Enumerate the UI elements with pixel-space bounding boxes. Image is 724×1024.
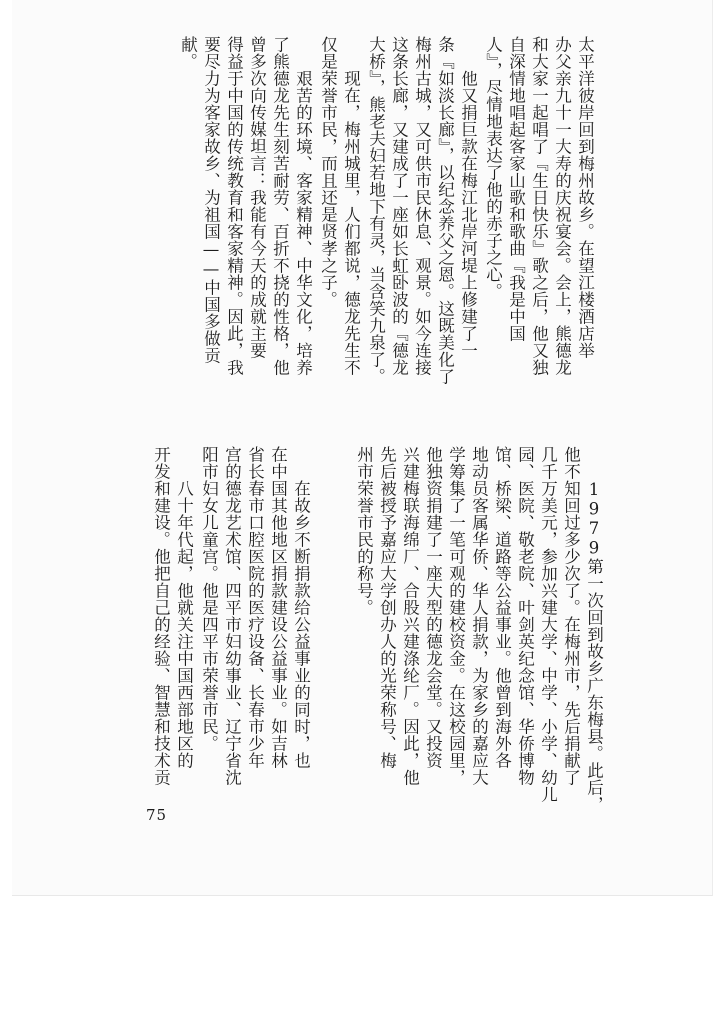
text-column: 他不知回过多少次了。在梅州市，先后捐献了 (561, 446, 581, 786)
text-column: 现在，梅州城里，人们都说，德龙先生不 (341, 70, 361, 376)
text-column: 这条长廊，又建成了一座如长虹卧波的『德龙 (389, 36, 409, 376)
text-column: 艰苦的环境、客家精神、中华文化，培养 (293, 70, 313, 376)
text-column: 几千万美元，参加兴建大学、中学、小学、幼儿 (538, 446, 558, 803)
text-column: 先后被授予嘉应大学创办人的光荣称号、梅 (377, 446, 397, 769)
text-column: 大桥』，熊老夫妇若地下有灵，当含笑九泉了。 (366, 36, 386, 385)
text-column: 仅是荣誉市民，而且还是贤孝之子。 (318, 36, 338, 308)
text-column: 他又捐巨款在梅江北岸河堤上修建了一 (458, 70, 478, 359)
text-column: 曾多次向传媒坦言：我能有今天的成就主要 (247, 36, 267, 359)
text-column: 得益于中国的传统教育和客家精神。因此，我 (224, 36, 244, 376)
text-column: 1979第一次回到故乡广东梅县。此后， (584, 480, 604, 813)
text-column: 和大家一起唱了『生日快乐』歌之后，他又独 (529, 36, 549, 376)
text-column: 宫的德龙艺术馆、四平市妇幼事业、辽宁省沈 (222, 446, 242, 786)
text-column: 省长春市口腔医院的医疗设备、长春市少年 (245, 446, 265, 769)
text-column: 要尽力为客家故乡、为祖国——中国多做贡 (201, 36, 221, 364)
text-column: 他独资捐建了一座大型的德龙会堂。又投资 (423, 446, 443, 769)
text-column: 了熊德龙先生刻苦耐劳、百折不挠的性格，他 (270, 36, 290, 376)
text-column: 园、医院、敬老院、叶剑英纪念馆、华侨博物 (515, 446, 535, 786)
text-column: 州市荣誉市民的称号。 (354, 446, 374, 616)
text-column: 人』，尽情地表达了他的赤子之心。 (483, 36, 503, 300)
page-number: 75 (146, 806, 168, 824)
text-column: 阳市妇女儿童宫。他是四平市荣誉市民。 (199, 446, 219, 752)
text-column: 自深情地唱起客家山歌和歌曲『我是中国 (506, 36, 526, 342)
text-column: 开发和建设。他把自己的经验、智慧和技术贡 (151, 446, 171, 786)
text-column: 献。 (178, 36, 198, 70)
text-column: 办父亲九十一大寿的庆祝宴会。会上，熊德龙 (552, 36, 572, 376)
text-column: 梅州古城，又可供市民休息、观景。如今连接 (412, 36, 432, 376)
text-column: 条『如淡长廊』，以纪念养父之恩。这既美化了 (435, 36, 455, 385)
text-column: 在中国其他地区捐款建设公益事业。如吉林 (268, 446, 288, 769)
text-column: 兴建梅联海绵厂、合股兴建涤纶厂。因此，他 (400, 446, 420, 786)
text-column: 太平洋彼岸回到梅州故乡。在望江楼酒店举 (575, 36, 595, 359)
text-column: 馆、桥梁、道路等公益事业。他曾到海外各 (492, 446, 512, 769)
text-column: 在故乡不断捐款给公益事业的同时，也 (291, 480, 311, 769)
text-column: 地动员客属华侨、华人捐款，为家乡的嘉应大 (469, 446, 489, 786)
text-column: 八十年代起，他就关注中国西部地区的 (174, 480, 194, 769)
text-column: 学筹集了一笔可观的建校资金。在这校园里， (446, 446, 466, 786)
